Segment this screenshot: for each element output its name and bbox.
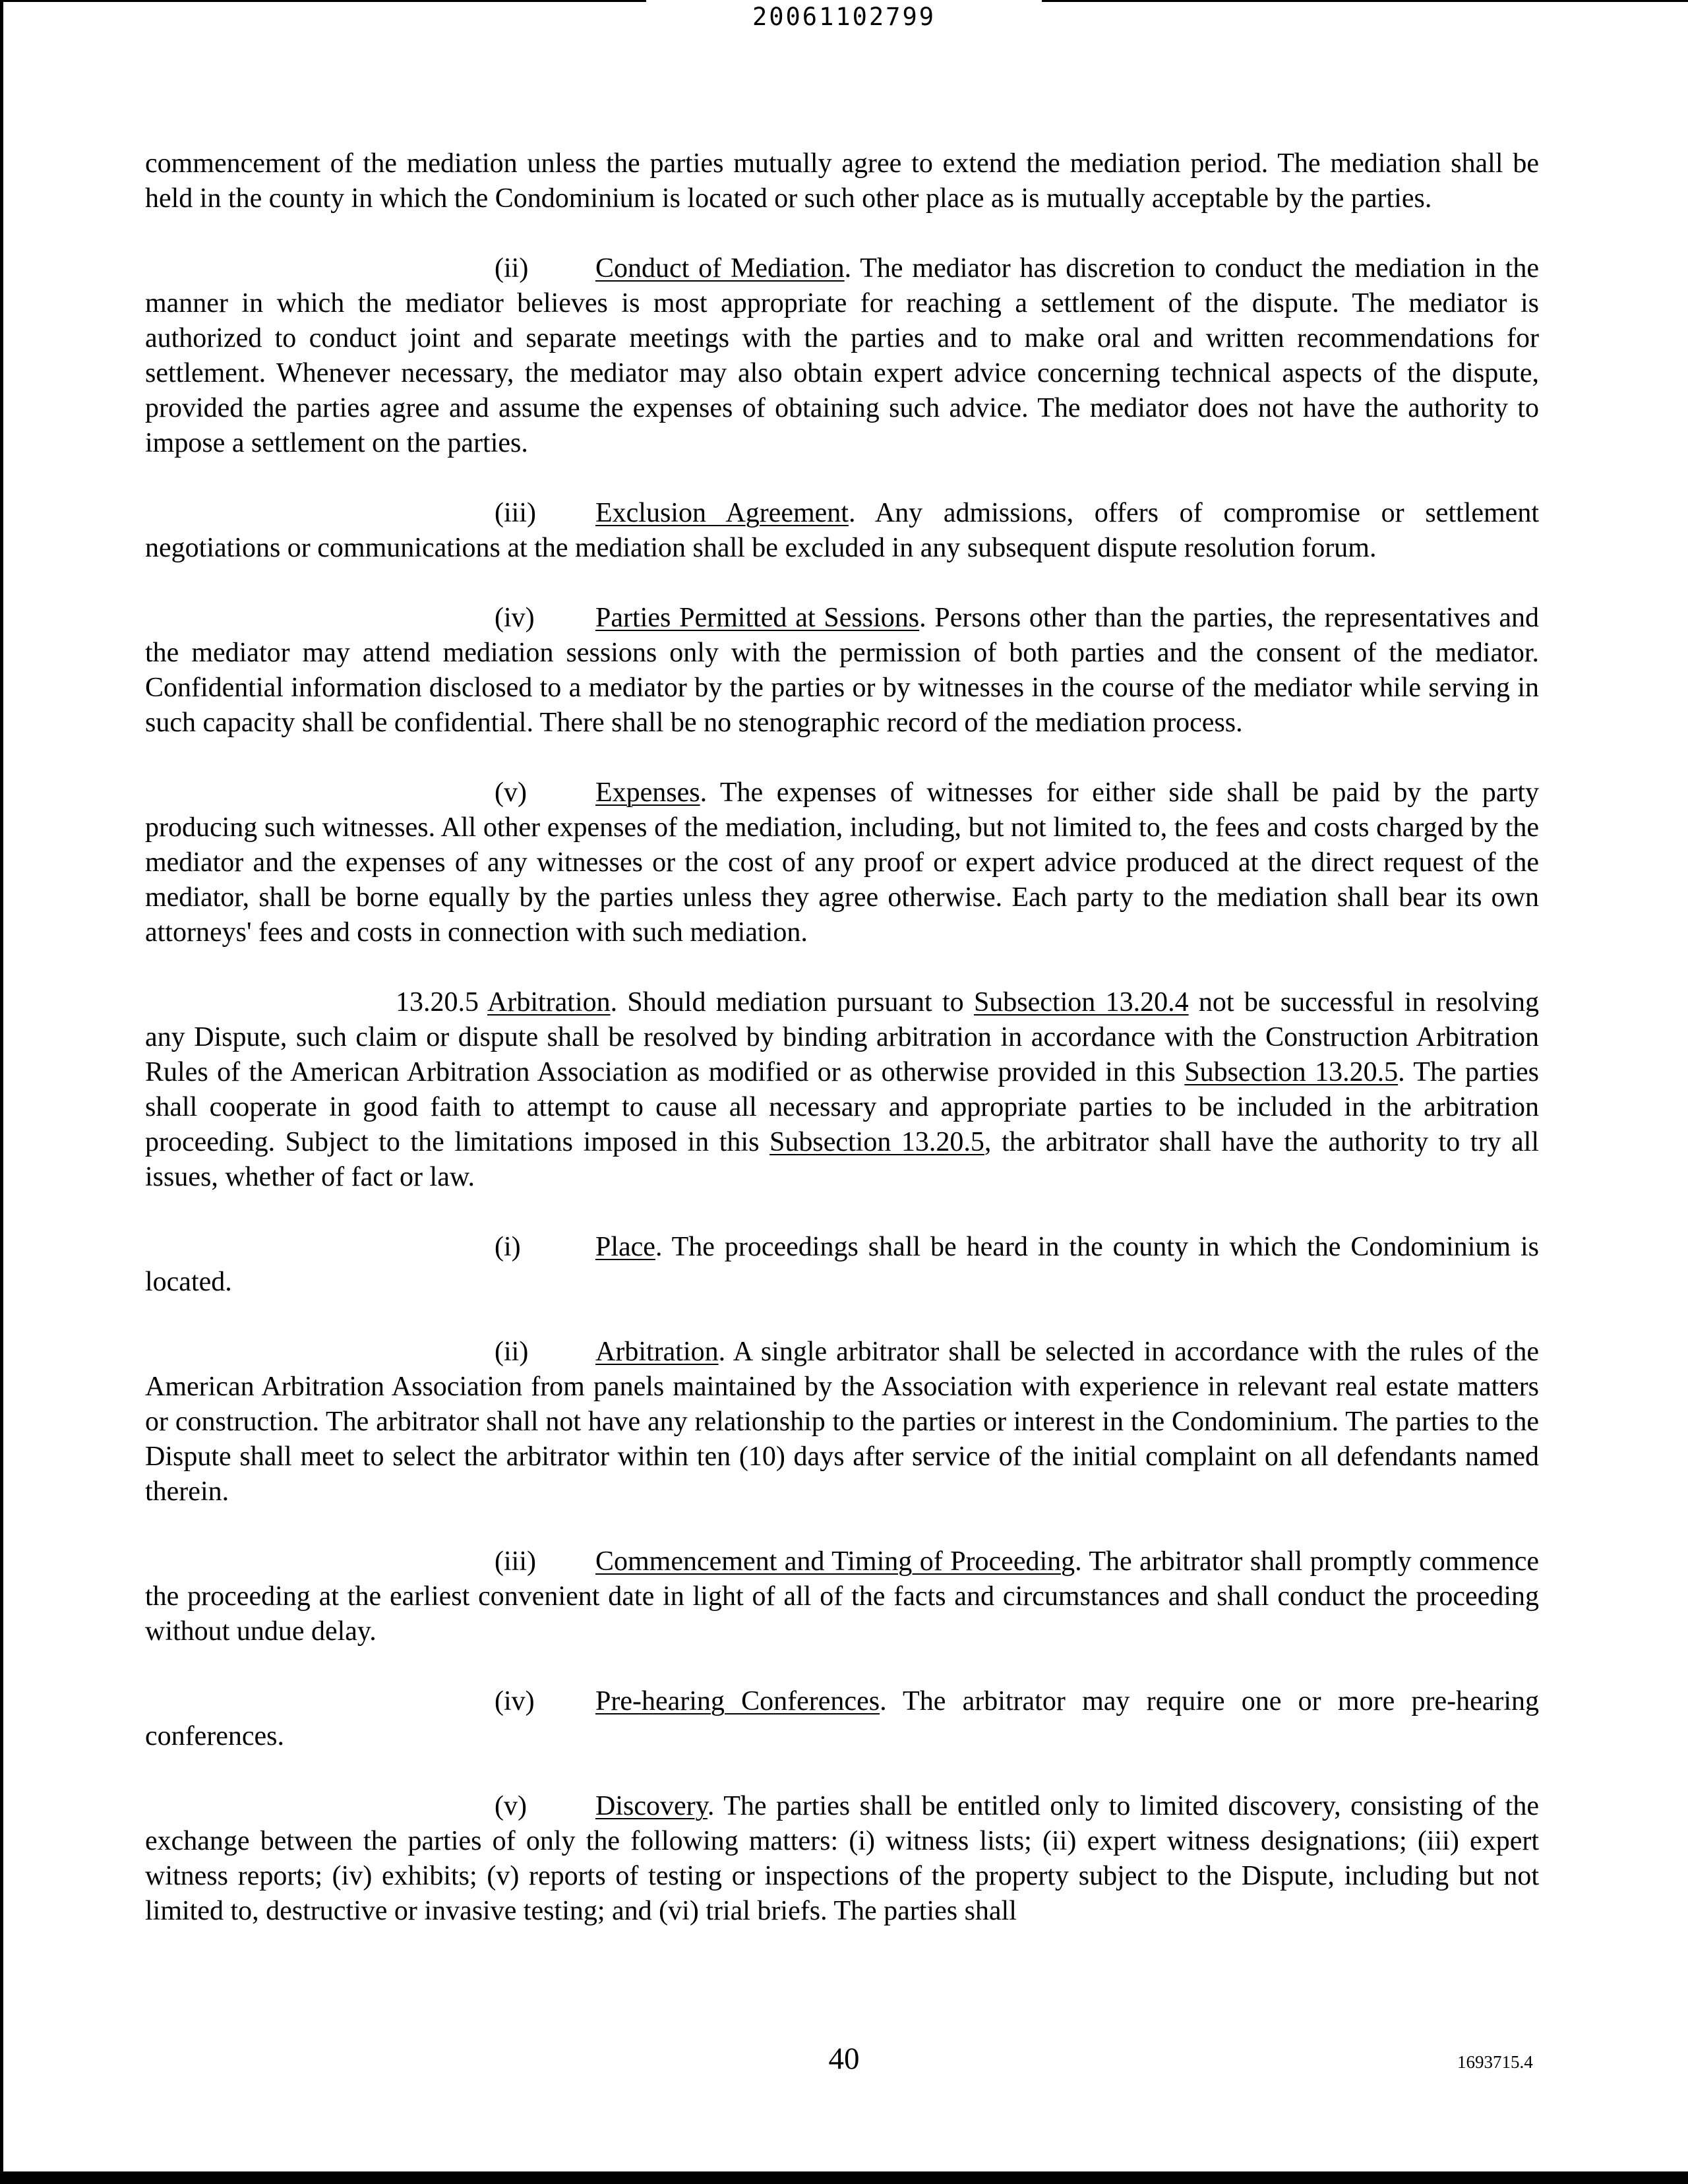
section-text: , the arbitrator shall have the authority to try all issues, whether of fact or law.: [145, 1127, 1540, 1192]
paragraph-intro: commencement of the mediation unless the parties mutually agree to extend the mediation period. The mediation shall be held in the county in which the Condominium is located or such other place as is mutually acceptable by the parties.: [145, 148, 1539, 214]
paragraph-mediation-ii: [145, 251, 1539, 461]
item-number: (v): [495, 777, 527, 808]
item-title: Expenses: [595, 777, 700, 808]
section-number: 13.20.5: [396, 987, 479, 1017]
paragraph-mediation-v: [145, 775, 1539, 950]
item-title: Arbitration: [595, 1337, 719, 1367]
item-number: (v): [495, 1791, 527, 1821]
cross-reference: Subsection 13.20.5: [1184, 1057, 1399, 1087]
paragraph-arbitration-i: [145, 1230, 1539, 1300]
section-text: not be successful in resolving any Dispute, such claim or dispute shall be resolved by binding arbitration in accordance with the Construction Arbitration Rules of the American Arbitration Association as modified or as otherwise provided in this: [145, 987, 1540, 1087]
item-number: (i): [495, 1232, 521, 1262]
paragraph-arbitration-ii: [145, 1335, 1539, 1509]
section-13-20-5-arbitration: [145, 985, 1539, 1195]
item-text: . Persons other than the parties, the representatives and the mediator may attend mediation sessions only with the permission of both parties and the consent of the mediator. Confidential information disclosed to a mediator by the parties or by witnesses in the course of the mediator while serving in such capacity shall be confidential. There shall be no stenographic record of the mediation process.: [145, 603, 1540, 738]
item-text: . The mediator has discretion to conduct the mediation in the manner in which the mediator believes is most appropriate for reaching a settlement of the dispute. The mediator is authorized to conduct joint and separate meetings with the parties and to make oral and written recommendations for settlement. Whenever necessary, the mediator may also obtain expert advice concerning technical aspects of the dispute, provided the parties agree and assume the expenses of obtaining such advice. The mediator does not have the authority to impose a settlement on the parties.: [145, 253, 1539, 458]
item-title: Pre-hearing Conferences: [595, 1686, 880, 1716]
section-title: Arbitration: [487, 987, 611, 1017]
item-text: . The arbitrator shall promptly commence the proceeding at the earliest convenient date in light of all of the facts and circumstances and shall conduct the proceeding without undue delay.: [145, 1546, 1540, 1647]
paragraph-arbitration-v: [145, 1789, 1539, 1929]
item-title: Exclusion Agreement: [595, 498, 849, 528]
item-number: (iii): [495, 1546, 536, 1577]
item-title: Conduct of Mediation: [595, 253, 845, 284]
paragraph-mediation-iii: [145, 496, 1539, 566]
item-title: Commencement and Timing of Proceeding: [595, 1546, 1075, 1577]
document-id: 1693715.4: [1457, 2052, 1533, 2072]
scan-bottom-bar: [0, 2171, 1688, 2184]
item-number: (ii): [495, 1337, 529, 1367]
top-rule-left: [0, 0, 646, 2]
section-text: . The parties shall cooperate in good faith to attempt to cause all necessary and appropriate parties to be included in the arbitration proceeding. Subject to the limitations imposed in this: [145, 1057, 1539, 1157]
item-text: . The parties shall be entitled only to limited discovery, consisting of the exchange between the parties of only the following matters: (i) witness lists; (ii) expert witness designations; (iii) expert witness reports; (iv) exhibits; (v) reports of testing or inspections of the property subject to the Dispute, including but not limited to, destructive or invasive testing; and (vi) trial briefs. The parties shall: [145, 1791, 1539, 1926]
item-text: . The expenses of witnesses for either side shall be paid by the party producing such witnesses. All other expenses of the mediation, including, but not limited to, the fees and costs charged by the mediator and the expenses of any witnesses or the cost of any proof or expert advice produced at the direct request of the mediator, shall be borne equally by the parties unless they agree otherwise. Each party to the mediation shall bear its own attorneys' fees and costs in connection with such mediation.: [145, 777, 1539, 948]
item-number: (ii): [495, 253, 529, 284]
item-number: (iv): [495, 1686, 535, 1716]
section-text: . Should mediation pursuant to: [610, 987, 974, 1017]
paragraph-arbitration-iv: [145, 1684, 1539, 1754]
page-number: 40: [828, 2042, 860, 2076]
item-text: . The arbitrator may require one or more pre-hearing conferences.: [145, 1686, 1540, 1751]
item-number: (iii): [495, 498, 536, 528]
scan-left-edge: [0, 0, 3, 2184]
recording-number-stamp: 20061102799: [752, 3, 936, 31]
paragraph-mediation-iv: [145, 601, 1539, 741]
item-text: . A single arbitrator shall be selected in accordance with the rules of the American Arbitration Association from panels maintained by the Association with experience in relevant real estate matters or construction. The arbitrator shall not have any relationship to the parties or interest in the Condominium. The parties to the Dispute shall meet to select the arbitrator within ten (10) days after service of the initial complaint on all defendants named therein.: [145, 1337, 1539, 1507]
item-title: Place: [595, 1232, 655, 1262]
paragraph-arbitration-iii: [145, 1544, 1539, 1649]
item-text: . The proceedings shall be heard in the county in which the Condominium is located.: [145, 1232, 1539, 1297]
item-number: (iv): [495, 603, 535, 633]
top-rule-right: [1042, 0, 1688, 2]
item-title: Discovery: [595, 1791, 708, 1821]
item-title: Parties Permitted at Sessions: [595, 603, 920, 633]
cross-reference: Subsection 13.20.4: [973, 987, 1189, 1017]
item-text: . Any admissions, offers of compromise or settlement negotiations or communications at the mediation shall be excluded in any subsequent dispute resolution forum.: [145, 498, 1539, 563]
document-body: [145, 146, 1539, 1964]
cross-reference: Subsection 13.20.5: [769, 1127, 984, 1157]
